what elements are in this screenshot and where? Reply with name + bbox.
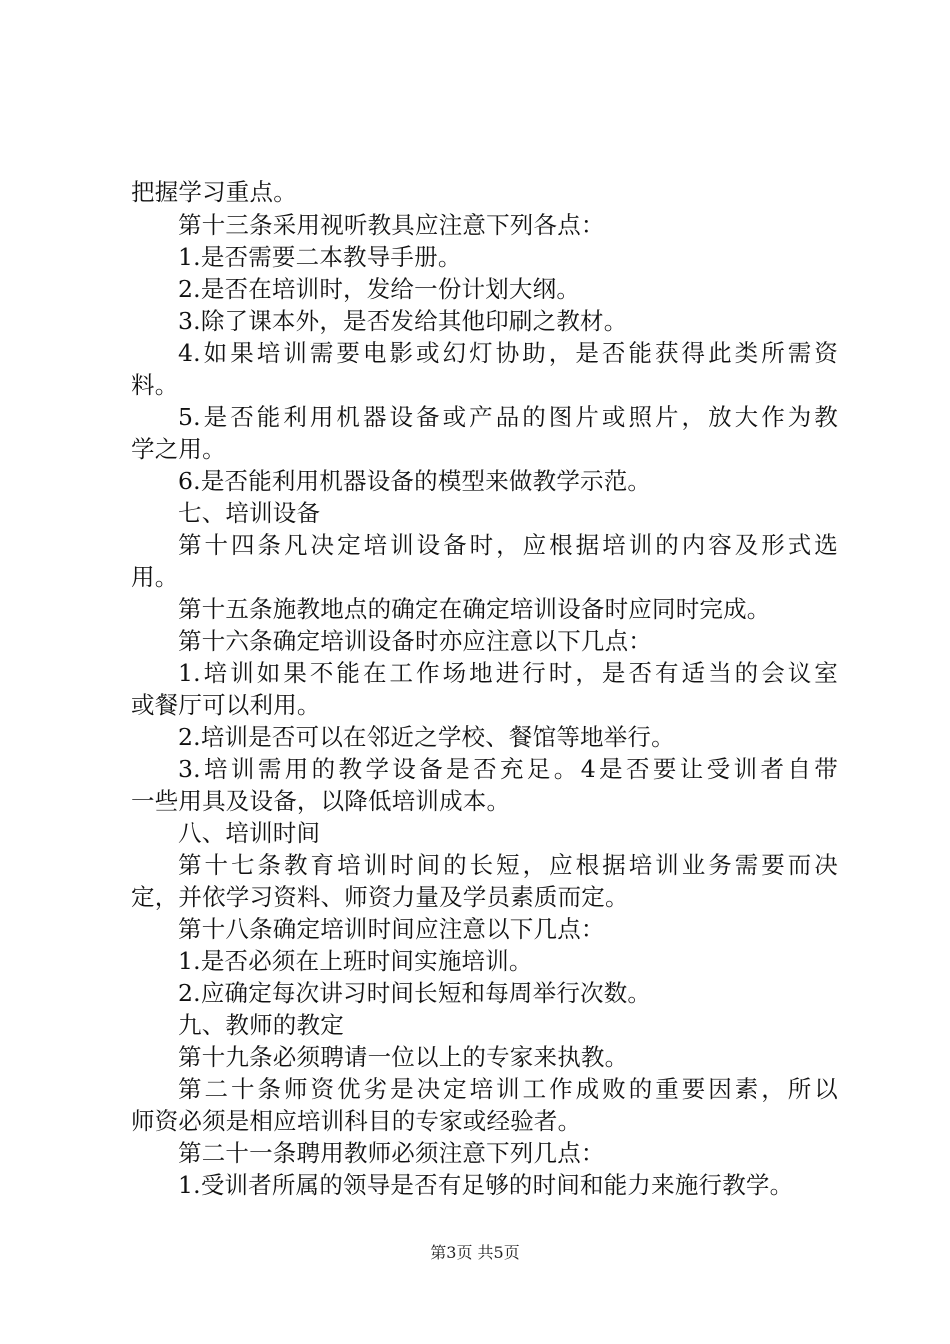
paragraph-line: 1.受训者所属的领导是否有足够的时间和能力来施行教学。: [178, 1171, 794, 1199]
paragraph-line: 第十四条凡决定培训设备时，应根据培训的内容及形式选: [178, 531, 838, 559]
page-number: 第3页 共5页: [430, 1243, 520, 1262]
paragraph-line: 或餐厅可以利用。: [131, 691, 321, 719]
paragraph-line: 学之用。: [131, 435, 226, 463]
paragraph-line: 3.除了课本外，是否发给其他印刷之教材。: [178, 307, 628, 335]
paragraph-line: 5.是否能利用机器设备或产品的图片或照片，放大作为教: [178, 403, 838, 431]
paragraph-line: 用。: [131, 563, 179, 591]
paragraph-line: 1.是否必须在上班时间实施培训。: [178, 947, 533, 975]
paragraph-line: 2.培训是否可以在邻近之学校、餐馆等地举行。: [178, 723, 675, 751]
paragraph-line: 1.是否需要二本教导手册。: [178, 243, 462, 271]
paragraph-line: 2.应确定每次讲习时间长短和每周举行次数。: [178, 979, 652, 1007]
section-heading: 七、培训设备: [178, 499, 321, 527]
paragraph-line: 第十八条确定培训时间应注意以下几点：: [178, 915, 605, 943]
paragraph-line: 一些用具及设备，以降低培训成本。: [131, 787, 511, 815]
paragraph-line: 第十九条必须聘请一位以上的专家来执教。: [178, 1043, 629, 1071]
section-heading: 八、培训时间: [178, 819, 321, 847]
paragraph-line: 4.如果培训需要电影或幻灯协助，是否能获得此类所需资: [178, 339, 838, 367]
paragraph-line: 第二十条师资优劣是决定培训工作成败的重要因素，所以: [178, 1075, 838, 1103]
paragraph-line: 第十三条采用视听教具应注意下列各点：: [178, 211, 605, 239]
paragraph-line: 2.是否在培训时，发给一份计划大纲。: [178, 275, 581, 303]
paragraph-line: 1.培训如果不能在工作场地进行时，是否有适当的会议室: [178, 659, 838, 687]
paragraph-line: 把握学习重点。: [131, 178, 297, 206]
paragraph-line: 定，并依学习资料、师资力量及学员素质而定。: [131, 883, 629, 911]
paragraph-line: 3.培训需用的教学设备是否充足。4是否要让受训者自带: [178, 755, 838, 783]
section-heading: 九、教师的教定: [178, 1011, 344, 1039]
paragraph-line: 6.是否能利用机器设备的模型来做教学示范。: [178, 467, 652, 495]
paragraph-line: 第十七条教育培训时间的长短，应根据培训业务需要而决: [178, 851, 838, 879]
paragraph-line: 第二十一条聘用教师必须注意下列几点：: [178, 1139, 605, 1167]
paragraph-line: 料。: [131, 371, 179, 399]
paragraph-line: 师资必须是相应培训科目的专家或经验者。: [131, 1107, 582, 1135]
paragraph-line: 第十五条施教地点的确定在确定培训设备时应同时完成。: [178, 595, 771, 623]
paragraph-line: 第十六条确定培训设备时亦应注意以下几点：: [178, 627, 652, 655]
